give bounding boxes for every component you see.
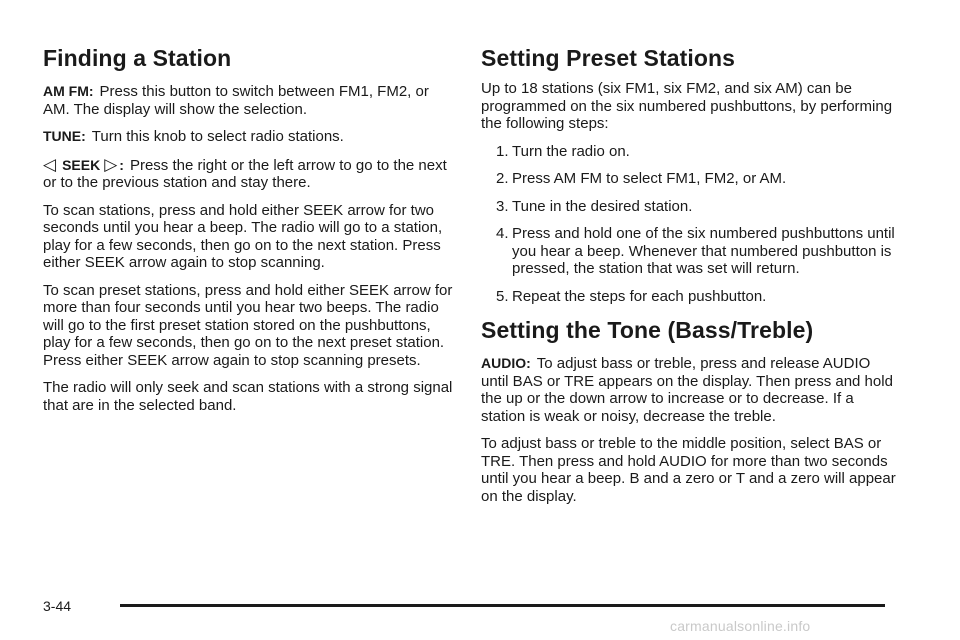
step-number: 4. <box>496 225 509 242</box>
step-number: 1. <box>496 142 509 160</box>
list-item <box>496 198 901 216</box>
finding-station-heading: Finding a Station <box>43 45 232 71</box>
tune-text: Turn this knob to select radio stations. <box>91 128 344 145</box>
tune-term: TUNE: <box>43 128 86 144</box>
scan-paragraph: To scan stations, press and hold either SEEK arrow for two seconds until you hear a beep. The radio will go to a station, play for a few seconds, then go on to the next station. Press either SEEK arrow again to stop scanning. <box>43 201 443 271</box>
preset-steps-list <box>496 143 901 306</box>
preset-scan-paragraph: To scan preset stations, press and hold either SEEK arrow for more than four seconds until you hear two beeps. The radio will go to the first preset station stored on the pushbuttons, play for a few seconds, then go on to the next preset station. Press either SEEK arrow again to stop scanning presets. <box>43 281 453 369</box>
footer-divider <box>120 604 885 607</box>
audio-term: AUDIO: <box>481 355 531 371</box>
step-text: Tune in the desired station. <box>512 197 693 215</box>
preset-intro-paragraph: Up to 18 stations (six FM1, six FM2, and six AM) can be programmed on the six numbered pushbuttons, by performing the following steps: <box>481 80 893 132</box>
step-number: 3. <box>496 197 509 215</box>
tone-heading: Setting the Tone (Bass/Treble) <box>481 317 814 343</box>
list-item <box>496 143 901 161</box>
audio-paragraph <box>481 355 901 425</box>
seek-colon: : <box>119 156 124 173</box>
seek-left-arrow-icon: ◁ <box>43 154 57 174</box>
signal-paragraph: The radio will only seek and scan stations with a strong signal that are in the selected band. <box>43 379 453 414</box>
left-column <box>43 44 455 424</box>
am-fm-text: Press this button to switch between FM1, FM2, or AM. The display will show the selection. <box>43 83 429 118</box>
step-number: 2. <box>496 170 509 187</box>
tune-paragraph <box>43 128 455 146</box>
list-item <box>496 288 901 306</box>
seek-paragraph <box>43 156 455 192</box>
middle-position-paragraph: To adjust bass or treble to the middle position, select BAS or TRE. Then press and hold AUDIO for more than two seconds until you hear a beep. B and a zero or T and a zero will appear on the display. <box>481 435 896 505</box>
page-number: 3-44 <box>43 598 72 614</box>
step-text: Press AM FM to select FM1, FM2, or AM. <box>512 170 787 187</box>
seek-right-arrow-icon: ▷ <box>104 154 118 174</box>
step-number: 5. <box>496 287 509 305</box>
list-item <box>496 170 901 188</box>
step-text: Press and hold one of the six numbered pushbuttons until you hear a beep. Whenever that numbered pushbutton is pressed, the station that was set will return. <box>512 225 895 277</box>
am-fm-paragraph <box>43 83 455 118</box>
step-text: Turn the radio on. <box>512 142 630 160</box>
seek-term: SEEK <box>62 156 101 173</box>
preset-stations-heading: Setting Preset Stations <box>481 45 736 71</box>
right-column <box>481 44 901 515</box>
am-fm-term: AM FM: <box>43 83 94 99</box>
audio-text: To adjust bass or treble, press and release AUDIO until BAS or TRE appears on the display. Then press and hold the up or the down arrow to increase or to decrease. If a station is weak or noisy, decrease the treble. <box>481 355 893 425</box>
seek-text: Press the right or the left arrow to go to the next or to the previous station and stay there. <box>43 156 447 191</box>
step-text: Repeat the steps for each pushbutton. <box>512 287 767 305</box>
watermark-text: carmanualsonline.info <box>670 618 811 634</box>
list-item <box>496 225 901 278</box>
